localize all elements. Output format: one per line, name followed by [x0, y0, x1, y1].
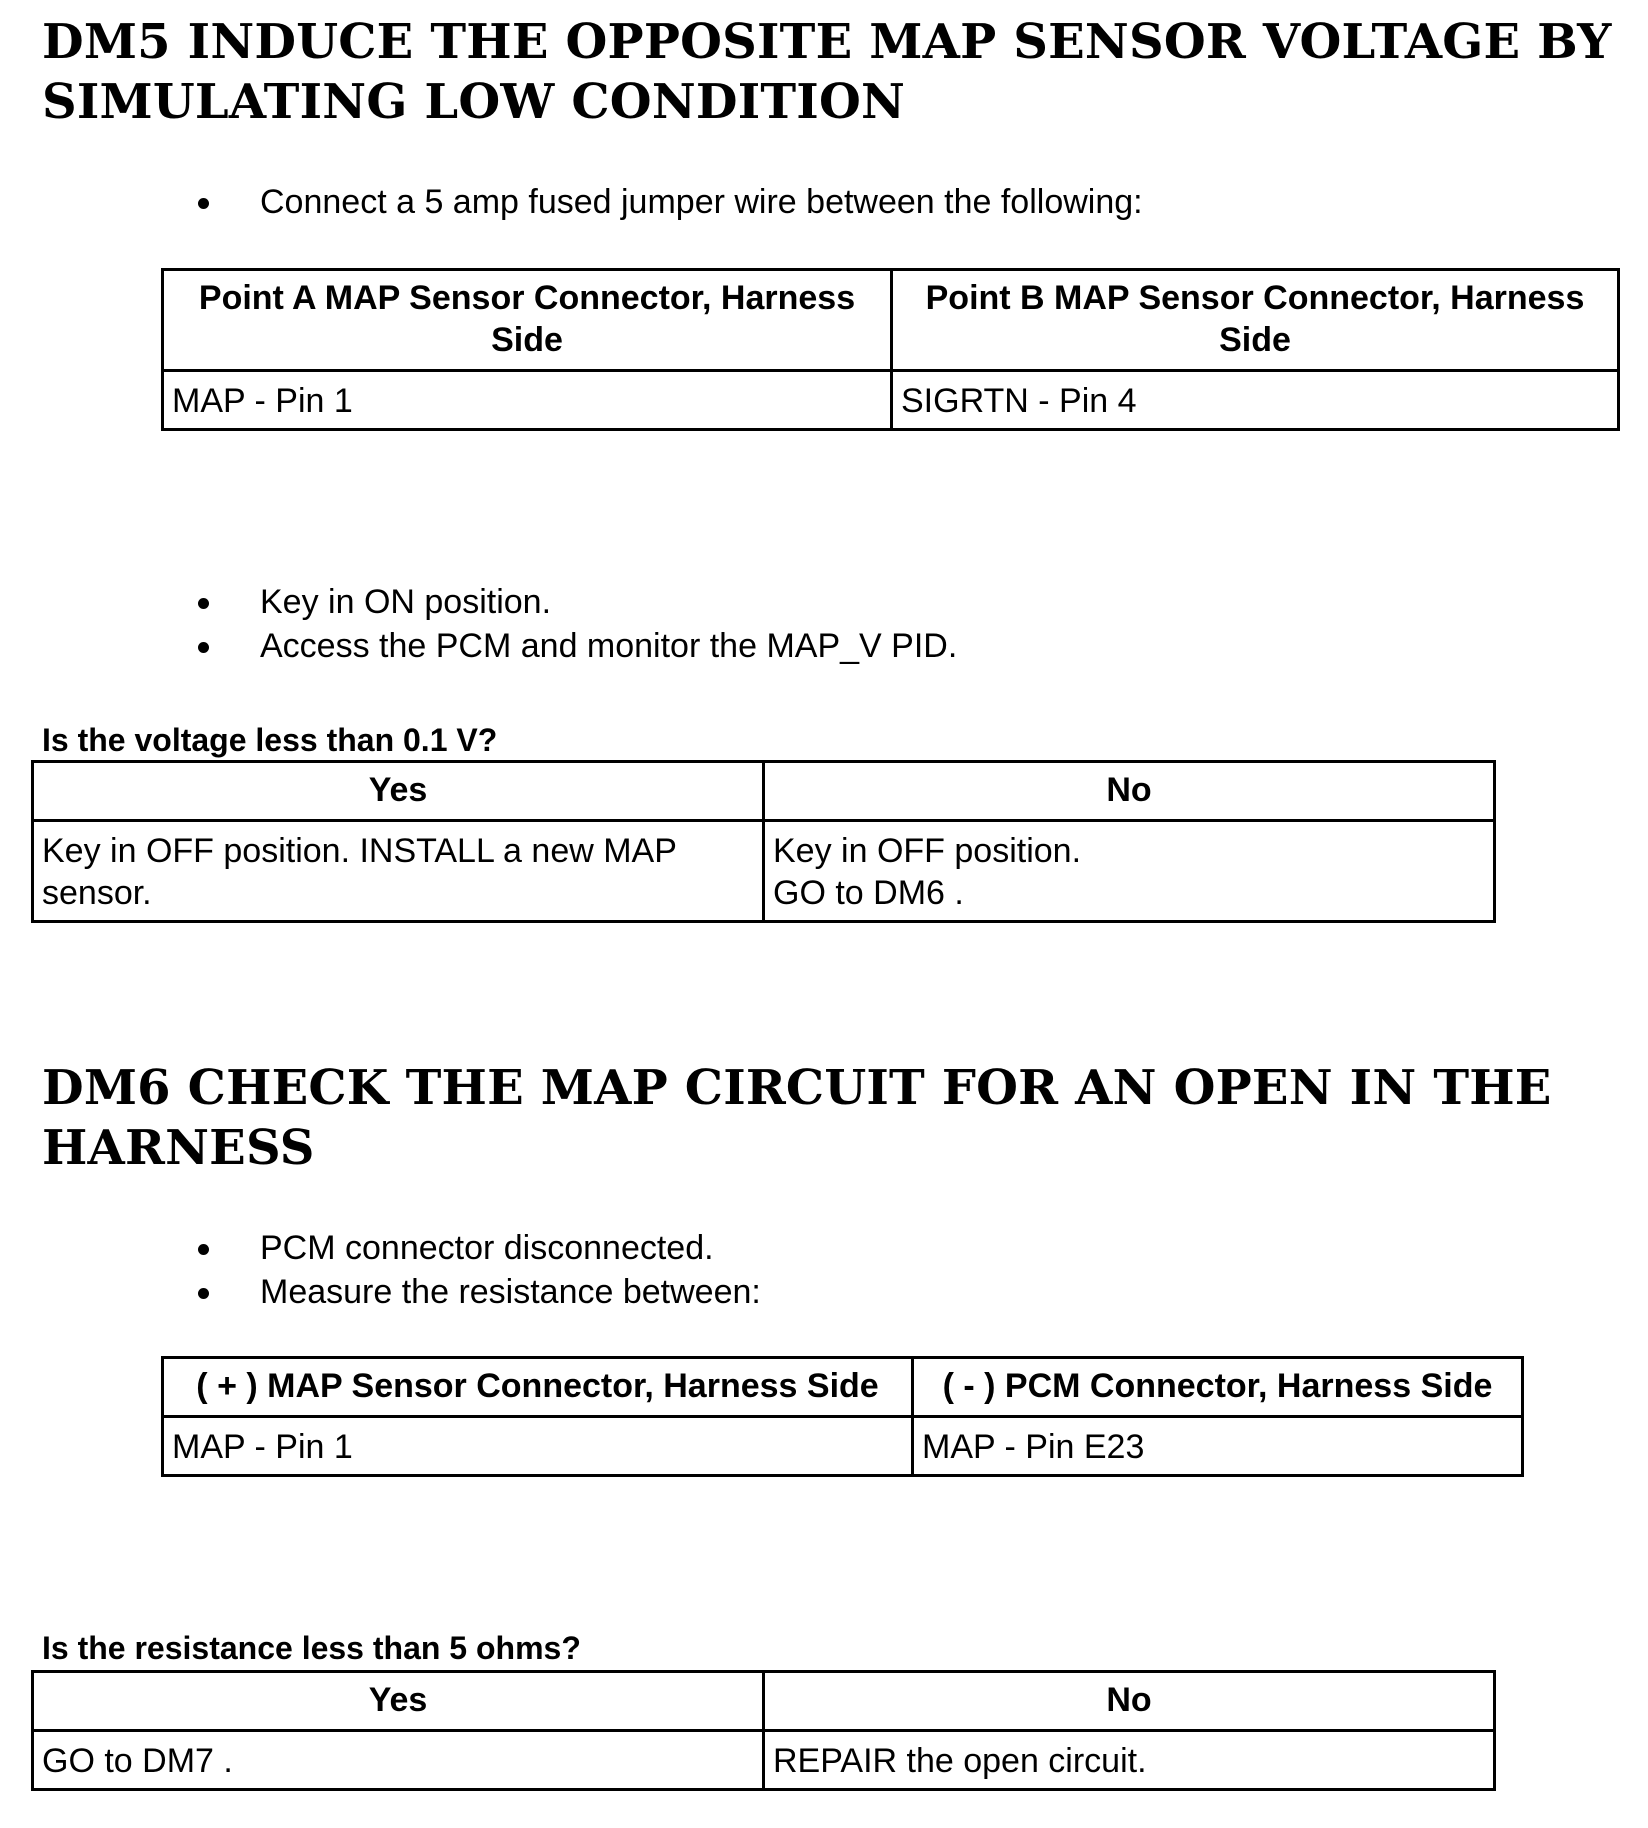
bullet-icon: [198, 598, 209, 609]
answer-header-yes: Yes: [33, 762, 764, 821]
dm6-heading-line1: DM6 CHECK THE MAP CIRCUIT FOR AN OPEN IN THE: [42, 1060, 1552, 1116]
table-row: [33, 1731, 1495, 1790]
dm6-step-list: [192, 1226, 761, 1314]
list-item: Key in ON position.: [192, 580, 957, 624]
answer-cell-no: REPAIR the open circuit.: [764, 1731, 1495, 1790]
dm5-question: Is the voltage less than 0.1 V?: [42, 722, 498, 758]
dm5-answer-table: [31, 760, 1496, 923]
answer-cell-yes: Key in OFF position. INSTALL a new MAP sensor.: [33, 821, 764, 922]
dm6-answer-table: [31, 1670, 1496, 1791]
table-header-row: [163, 270, 1619, 371]
answer-cell-no: Key in OFF position. GO to DM6 .: [764, 821, 1495, 922]
bullet-icon: [198, 198, 209, 209]
table-header-row: [33, 762, 1495, 821]
dm5-step-list-2: [192, 580, 957, 668]
dm5-heading-line2: SIMULATING LOW CONDITION: [42, 74, 906, 130]
table-row: [33, 821, 1495, 922]
table-row: [163, 1417, 1523, 1476]
measure-header-positive: ( + ) MAP Sensor Connector, Harness Side: [163, 1358, 913, 1417]
measure-cell-negative: MAP - Pin E23: [913, 1417, 1523, 1476]
jumper-cell-b: SIGRTN - Pin 4: [892, 371, 1619, 430]
answer-header-yes: Yes: [33, 1672, 764, 1731]
dm5-heading: [42, 12, 1612, 132]
jumper-header-point-b: Point B MAP Sensor Connector, Harness Side: [892, 270, 1619, 371]
table-header-row: [33, 1672, 1495, 1731]
table-row: [163, 371, 1619, 430]
bullet-icon: [198, 1288, 209, 1299]
jumper-cell-a: MAP - Pin 1: [163, 371, 892, 430]
jumper-header-point-a: Point A MAP Sensor Connector, Harness Side: [163, 270, 892, 371]
list-item: Connect a 5 amp fused jumper wire between the following:: [192, 180, 1143, 224]
answer-cell-yes: GO to DM7 .: [33, 1731, 764, 1790]
table-header-row: [163, 1358, 1523, 1417]
dm5-jumper-table: [161, 268, 1620, 431]
dm6-measure-table: [161, 1356, 1524, 1477]
dm5-step-list-1: [192, 180, 1143, 224]
dm6-heading-line2: HARNESS: [42, 1120, 315, 1176]
measure-cell-positive: MAP - Pin 1: [163, 1417, 913, 1476]
measure-header-negative: ( - ) PCM Connector, Harness Side: [913, 1358, 1523, 1417]
bullet-icon: [198, 1244, 209, 1255]
list-item: PCM connector disconnected.: [192, 1226, 761, 1270]
dm5-heading-line1: DM5 INDUCE THE OPPOSITE MAP SENSOR VOLTAGE BY: [42, 14, 1612, 70]
bullet-icon: [198, 642, 209, 653]
list-item: Access the PCM and monitor the MAP_V PID.: [192, 624, 957, 668]
answer-header-no: No: [764, 1672, 1495, 1731]
list-item: Measure the resistance between:: [192, 1270, 761, 1314]
dm6-heading: [42, 1058, 1552, 1178]
dm6-question: Is the resistance less than 5 ohms?: [42, 1630, 581, 1666]
answer-header-no: No: [764, 762, 1495, 821]
